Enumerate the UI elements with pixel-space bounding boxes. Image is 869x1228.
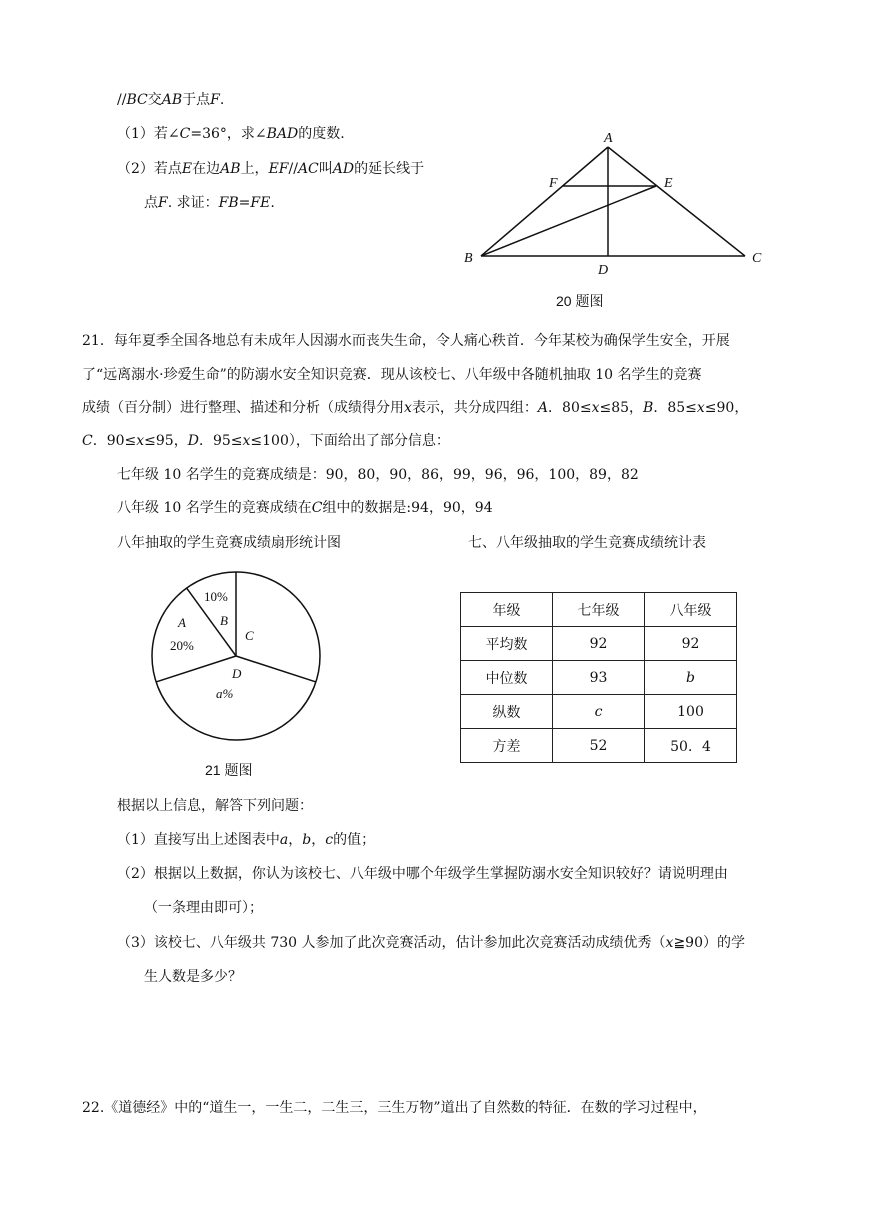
- pie-label-b: B: [220, 613, 228, 628]
- table-cell: 纵数: [461, 695, 553, 729]
- side-ac: [608, 147, 745, 256]
- segment-be: [481, 186, 656, 256]
- label-a: A: [604, 131, 613, 146]
- stats-table: [460, 592, 737, 763]
- q21-paragraph-2: 了“远离溺水·珍爱生命”的防溺水安全知识竞赛．现从该校七、八年级中各随机抽取 10 名学生的竞赛: [82, 367, 702, 383]
- stats-table-title: 七、八年级抽取的学生竞赛成绩统计表: [468, 535, 706, 551]
- q21-sub2: （2）根据以上数据，你认为该校七、八年级中哪个年级学生掌握防溺水安全知识较好？请说明理由: [117, 866, 728, 882]
- label-f: F: [549, 176, 558, 191]
- table-cell: 92: [553, 627, 645, 661]
- table-cell: 50．4: [645, 729, 737, 763]
- table-header-cell: 八年级: [645, 593, 737, 627]
- label-d: D: [598, 263, 609, 278]
- pie-label-d: D: [232, 666, 242, 681]
- table-cell: 100: [645, 695, 737, 729]
- side-ab: [481, 147, 608, 256]
- label-c: C: [752, 251, 762, 266]
- figure-20-caption: 20 题图: [556, 293, 604, 309]
- q22-paragraph-1: 22.《道德经》中的“道生一，一生二，二生三，三生万物”道出了自然数的特征．在数的学习过程中，: [82, 1100, 707, 1116]
- q20-line0: //BC交AB于点F.: [117, 92, 225, 108]
- table-row: [461, 661, 737, 695]
- table-cell: 92: [645, 627, 737, 661]
- grade8-c-group: 八年级 10 名学生的竞赛成绩在C组中的数据是:94，90，94: [117, 500, 493, 516]
- table-cell: c: [553, 695, 645, 729]
- pie-slice-boundary-c: [236, 656, 316, 682]
- figure-21-caption: 21 题图: [205, 762, 253, 778]
- pie-label-b-percent: 10%: [204, 589, 228, 604]
- table-header-cell: 七年级: [553, 593, 645, 627]
- table-cell: 平均数: [461, 627, 553, 661]
- table-row: [461, 627, 737, 661]
- q21-sub1: （1）直接写出上述图表中a，b，c的值；: [117, 832, 376, 848]
- table-cell: 52: [553, 729, 645, 763]
- answer-intro: 根据以上信息，解答下列问题：: [117, 798, 313, 814]
- pie-label-d-percent: a%: [216, 686, 234, 701]
- table-header-row: [461, 593, 737, 627]
- q20-item2-cont: 点F. 求证：FB=FE.: [144, 195, 275, 211]
- pie-label-c: C: [245, 628, 254, 643]
- pie-label-a-percent: 20%: [170, 638, 194, 653]
- q21-paragraph-4: C．90≤x≤95，D．95≤x≤100），下面给出了部分信息：: [82, 433, 450, 449]
- grade7-scores: 七年级 10 名学生的竞赛成绩是：90，80，90，86，99，96，96，100，89，82: [117, 467, 639, 483]
- q21-paragraph-3: 成绩（百分制）进行整理、描述和分析（成绩得分用x表示，共分成四组：A．80≤x≤85，B．85≤x≤90，: [82, 400, 749, 416]
- table-header-cell: 年级: [461, 593, 553, 627]
- table-cell: b: [645, 661, 737, 695]
- q21-sub3-cont: 生人数是多少？: [144, 969, 242, 985]
- label-e: E: [664, 176, 673, 191]
- table-cell: 中位数: [461, 661, 553, 695]
- pie-chart-title: 八年抽取的学生竞赛成绩扇形统计图: [117, 535, 341, 551]
- table-cell: 93: [553, 661, 645, 695]
- q21-sub3: （3）该校七、八年级共 730 人参加了此次竞赛活动，估计参加此次竞赛活动成绩优秀（x≧90）的学: [117, 935, 745, 951]
- triangle-figure: [455, 125, 775, 285]
- pie-chart: [148, 570, 326, 748]
- table-cell: 方差: [461, 729, 553, 763]
- q20-item2: （2）若点E在边AB上，EF//AC叫AD的延长线于: [117, 161, 425, 177]
- pie-slice-boundary-d: [156, 656, 236, 682]
- pie-label-a: A: [178, 615, 186, 630]
- table-row: [461, 695, 737, 729]
- q20-item1: （1）若∠C=36°，求∠BAD的度数.: [117, 126, 345, 142]
- table-row: [461, 729, 737, 763]
- q21-sub2-cont: （一条理由即可）；: [144, 900, 263, 916]
- q21-paragraph-1: 21．每年夏季全国各地总有未成年人因溺水而丧失生命，令人痛心秩首．今年某校为确保学生安全，开展: [82, 333, 730, 349]
- label-b: B: [464, 251, 473, 266]
